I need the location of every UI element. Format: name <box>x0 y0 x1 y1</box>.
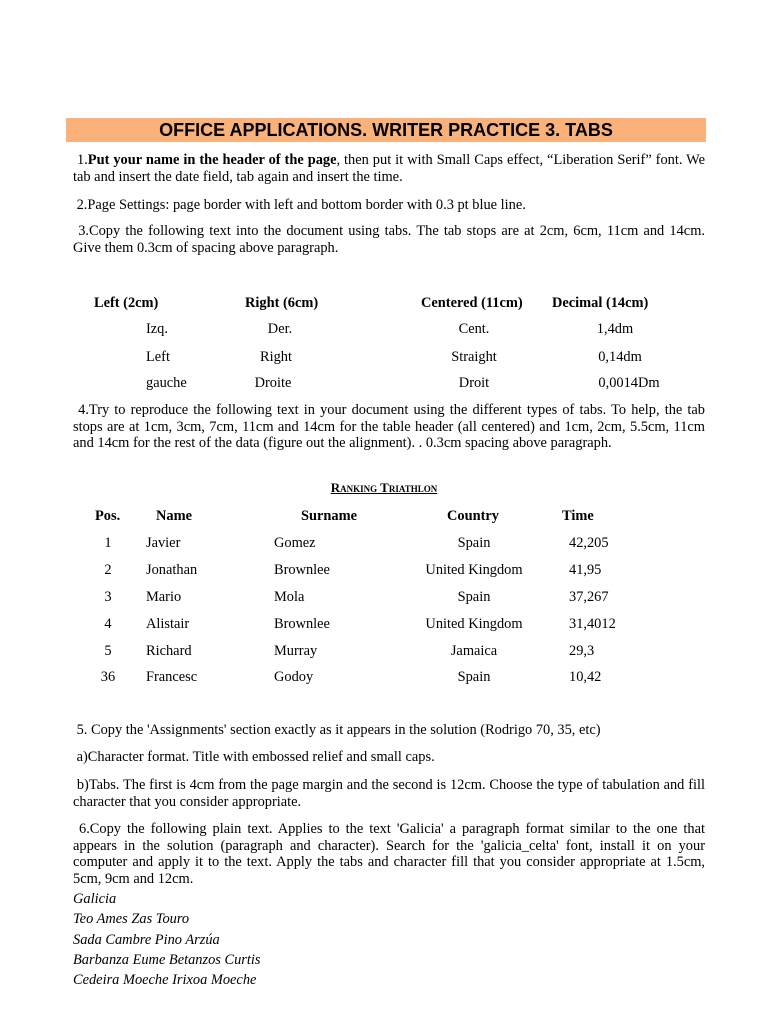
paragraph-6-text: 6.Copy the following plain text. Applies to the text 'Galicia' a paragraph format similar to the one that appears in the solution (paragraph and character). Search for the 'galicia_celta' font, install it on your computer and apply it to the text. Apply the tabs and character fill that you consider appropriate at 1.5cm, 5cm, 9cm and 12cm. <box>73 821 705 887</box>
paragraph-4 <box>73 402 705 452</box>
ranking-header-country: Country <box>447 508 499 524</box>
ranking-cell: Spain <box>457 669 491 685</box>
galicia-line: Galicia <box>73 891 117 907</box>
tabs-header-centered: Centered (11cm) <box>421 295 523 311</box>
ranking-cell: Spain <box>457 535 491 551</box>
galicia-line: Sada Cambre Pino Arzúa <box>73 932 220 948</box>
paragraph-5-text: 5. Copy the 'Assignments' section exactly as it appears in the solution (Rodrigo 70, 35, etc) <box>76 722 601 738</box>
ranking-row <box>0 588 768 606</box>
tabs-header-decimal: Decimal (14cm) <box>552 295 649 311</box>
paragraph-6 <box>73 821 705 887</box>
tabs-table-row <box>0 320 768 338</box>
ranking-cell: 10,42 <box>569 669 602 685</box>
ranking-cell: Brownlee <box>274 616 330 632</box>
ranking-row <box>0 615 768 633</box>
paragraph-1 <box>73 152 705 185</box>
paragraph-1-num: 1. <box>76 152 88 168</box>
tabs-cell: 1,4dm <box>596 321 634 337</box>
tabs-cell: Left <box>146 349 170 365</box>
tabs-cell: Der. <box>267 321 293 337</box>
tabs-table-header <box>0 294 768 312</box>
ranking-cell: Godoy <box>274 669 314 685</box>
ranking-cell: 42,205 <box>569 535 609 551</box>
ranking-row <box>0 668 768 686</box>
tabs-cell: Straight <box>451 349 497 365</box>
ranking-cell: Gomez <box>274 535 316 551</box>
ranking-cell: Mario <box>146 589 182 605</box>
tabs-header-left: Left (2cm) <box>94 295 159 311</box>
ranking-row <box>0 642 768 660</box>
tabs-table-row <box>0 374 768 392</box>
ranking-header <box>0 507 768 525</box>
paragraph-3 <box>73 223 705 256</box>
galicia-line: Cedeira Moeche Irixoa Moeche <box>73 972 257 988</box>
tabs-header-right: Right (6cm) <box>245 295 319 311</box>
ranking-cell: Alistair <box>146 616 190 632</box>
ranking-cell: 41,95 <box>569 562 602 578</box>
galicia-line: Barbanza Eume Betanzos Curtis <box>73 952 261 968</box>
tabs-cell: Droit <box>458 375 490 391</box>
tabs-cell: Droite <box>254 375 292 391</box>
ranking-cell: Brownlee <box>274 562 330 578</box>
tabs-cell: 0,14dm <box>598 349 642 365</box>
paragraph-1-bold: Put your name in the header of the page <box>87 152 337 168</box>
ranking-cell: 4 <box>104 616 112 632</box>
paragraph-5b-text: b)Tabs. The first is 4cm from the page margin and the second is 12cm. Choose the type of tabulation and fill character that you consider appropriate. <box>73 777 705 810</box>
ranking-row <box>0 534 768 552</box>
ranking-cell: Jamaica <box>450 643 498 659</box>
paragraph-3-text: 3.Copy the following text into the document using tabs. The tab stops are at 2cm, 6cm, 11cm and 14cm. Give them 0.3cm of spacing above paragraph. <box>73 223 705 256</box>
tabs-cell: 0,0014Dm <box>598 375 660 391</box>
tabs-cell: Izq. <box>146 321 168 337</box>
ranking-cell: 31,4012 <box>569 616 616 632</box>
ranking-cell: 36 <box>100 669 116 685</box>
ranking-cell: 37,267 <box>569 589 609 605</box>
tabs-cell: Cent. <box>458 321 490 337</box>
tabs-cell: gauche <box>146 375 187 391</box>
ranking-cell: 5 <box>104 643 112 659</box>
paragraph-4-text: 4.Try to reproduce the following text in your document using the different types of tabs. To help, the tab stops are at 1cm, 3cm, 7cm, 11cm and 14cm for the table header (all centered) and 1cm, 2cm, 5.5cm, 11cm and 14cm for the rest of the data (figure out the alignment). . 0.3cm spacing above paragraph. <box>73 402 705 452</box>
ranking-header-pos: Pos. <box>95 508 121 524</box>
ranking-cell: United Kingdom <box>425 562 523 578</box>
ranking-cell: 2 <box>104 562 112 578</box>
paragraph-5b <box>73 777 705 810</box>
ranking-cell: Richard <box>146 643 192 659</box>
page-title: OFFICE APPLICATIONS. WRITER PRACTICE 3. TABS <box>66 118 706 142</box>
paragraph-5 <box>73 722 705 739</box>
ranking-header-name: Name <box>156 508 192 524</box>
ranking-header-surname: Surname <box>301 508 357 524</box>
paragraph-1-rest: , then put it with Small Caps effect, “Liberation Serif” font. We tab and insert the date field, tab again and insert the time. <box>73 152 705 185</box>
ranking-header-time: Time <box>562 508 594 524</box>
ranking-cell: 29,3 <box>569 643 595 659</box>
galicia-line: Teo Ames Zas Touro <box>73 911 190 927</box>
ranking-row <box>0 561 768 579</box>
paragraph-5a <box>73 749 705 766</box>
tabs-table-row <box>0 348 768 366</box>
tabs-cell: Right <box>260 349 292 365</box>
paragraph-5a-text: a)Character format. Title with embossed relief and small caps. <box>76 749 435 765</box>
ranking-title: Ranking Triathlon <box>330 480 438 495</box>
paragraph-2 <box>73 197 705 214</box>
ranking-cell: Mola <box>274 589 305 605</box>
ranking-cell: Jonathan <box>146 562 198 578</box>
paragraph-2-text: 2.Page Settings: page border with left and bottom border with 0.3 pt blue line. <box>76 197 526 213</box>
ranking-cell: United Kingdom <box>425 616 523 632</box>
ranking-cell: Murray <box>274 643 318 659</box>
ranking-cell: Francesc <box>146 669 198 685</box>
ranking-cell: Javier <box>146 535 181 551</box>
ranking-cell: 1 <box>104 535 112 551</box>
ranking-cell: 3 <box>104 589 112 605</box>
ranking-cell: Spain <box>457 589 491 605</box>
